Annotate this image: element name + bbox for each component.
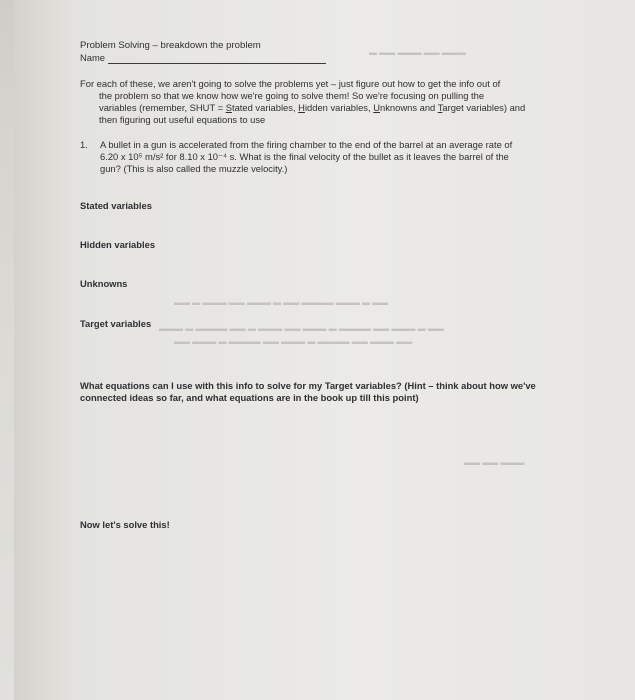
instructions-line-1: For each of these, we aren't going to solve the problems yet – just figure out how to get the info out of [80, 78, 501, 89]
question-text [100, 139, 564, 175]
question-line-2: 6.20 x 10⁵ m/s² for 8.10 x 10⁻⁴ s. What is the final velocity of the bullet as it leaves the barrel of the [100, 151, 509, 162]
solve-label: Now let's solve this! [80, 519, 170, 530]
underlined-letter: H [298, 102, 305, 113]
instructions-line-3 [80, 102, 564, 114]
instructions-text: arget variables) and [442, 102, 526, 113]
underlined-letter: U [373, 102, 380, 113]
name-label: Name [80, 52, 106, 63]
question-1 [80, 139, 564, 175]
equations-line-1: What equations can I use with this info to solve for my Target variables? (Hint – think about how we've [80, 380, 536, 391]
target-variables-label: Target variables [80, 318, 152, 329]
name-line [80, 52, 564, 64]
hidden-variables-label: Hidden variables [80, 239, 156, 250]
underlined-letter: S [225, 102, 232, 113]
bleed-through-texture: ▬▬▬ ▬ ▬▬▬▬ ▬▬ ▬ ▬▬▬ ▬▬ ▬▬▬ ▬ ▬▬▬▬ ▬▬ ▬▬▬ ▬ ▬▬ [159, 324, 444, 333]
worksheet-content [80, 40, 564, 530]
name-blank[interactable] [108, 53, 326, 64]
unknowns-label: Unknowns [80, 278, 128, 289]
instructions-line-2: the problem so that we know how we're going to solve them! So we're focusing on pulling the [99, 90, 485, 101]
equations-prompt [80, 380, 560, 404]
bleed-through-texture: ▬▬ ▬▬ ▬▬▬ [464, 458, 525, 467]
bleed-through-texture: ▬▬ ▬ ▬▬▬ ▬▬ ▬▬▬ ▬ ▬▬ ▬▬▬▬ ▬▬▬ ▬ ▬▬ [174, 298, 389, 307]
stated-variables-label: Stated variables [80, 200, 152, 211]
instructions-text: nknowns and [380, 102, 438, 113]
instructions-text: idden variables, [304, 102, 374, 113]
instructions [80, 78, 564, 126]
worksheet-title: Problem Solving – breakdown the problem [80, 40, 261, 51]
bleed-through-texture: ▬▬ ▬▬▬ ▬ ▬▬▬▬ ▬▬ ▬▬▬ ▬ ▬▬▬▬ ▬▬ ▬▬▬ ▬▬ [174, 337, 413, 346]
question-line-1: A bullet in a gun is accelerated from the firing chamber to the end of the barrel at an average rate of [100, 139, 513, 150]
question-line-3: gun? (This is also called the muzzle velocity.) [100, 163, 288, 174]
bleed-through-texture: ▬ ▬▬ ▬▬▬ ▬▬ ▬▬▬ [369, 48, 466, 57]
question-number: 1. [80, 139, 88, 150]
equations-line-2: connected ideas so far, and what equations are in the book up till this point) [80, 392, 419, 403]
instructions-line-4: then figuring out useful equations to use [99, 114, 266, 125]
instructions-text: variables (remember, SHUT = [99, 102, 226, 113]
instructions-text: tated variables, [231, 102, 299, 113]
underlined-letter: T [437, 102, 443, 113]
